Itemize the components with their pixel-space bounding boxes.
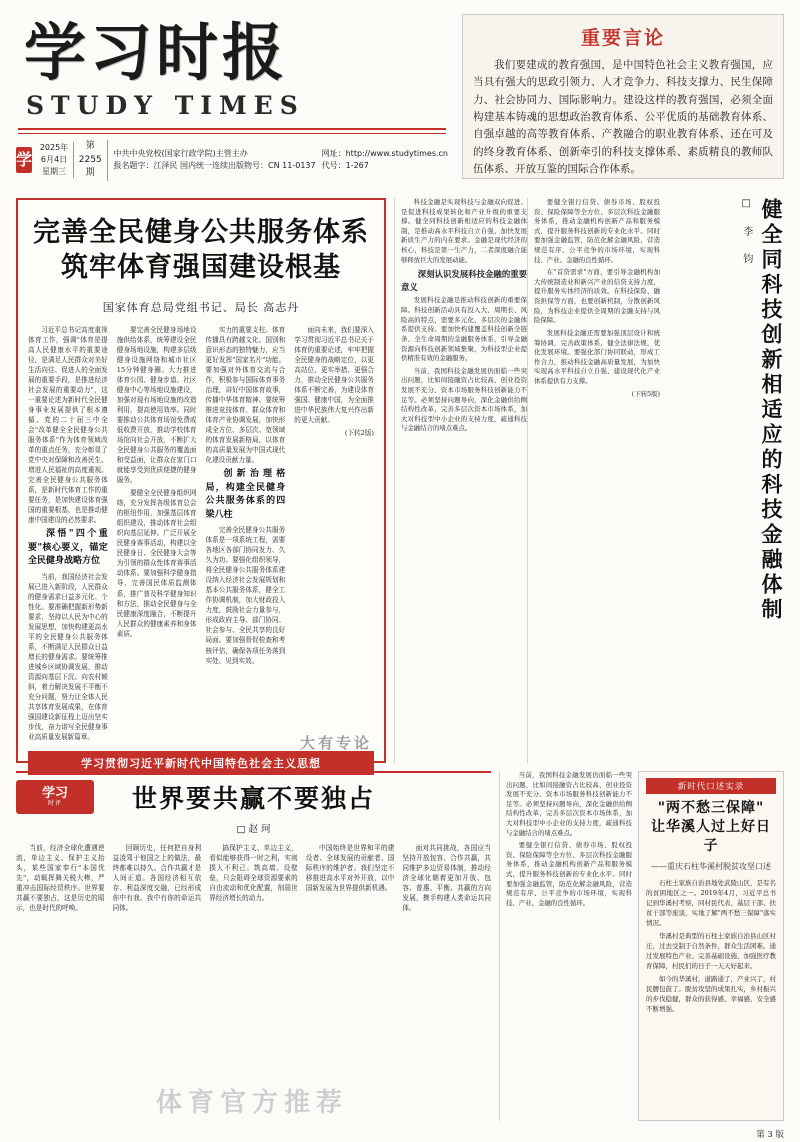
oral-history-badge: 新时代口述实录: [646, 778, 776, 794]
page-watermark: 体育官方推荐: [156, 1088, 349, 1118]
commentary-para-2: 回顾历史，任何把自身利益凌驾于他国之上的做法，最终都难以持久。合作共赢才是人间正道。各国经济相互依存、利益深度交融，已经形成你中有我、我中有你的命运共同体。: [112, 844, 202, 913]
commentary-title: 世界要共赢不要独占: [131, 784, 375, 813]
lead-subheading-1: 深悟"四个重要"核心要义，锚定全民健身战略方位: [28, 529, 108, 567]
commentary-para-4: 中国始终是世界和平的建设者、全球发展的贡献者、国际秩序的维护者。我们坚定不移推进高水平对外开放，以中国新发展为世界提供新机遇。: [305, 844, 395, 893]
lead-banner: 学习贯彻习近平新时代中国特色社会主义思想: [28, 751, 374, 775]
right-para-5: 在"首贷需求"方面，要引导金融机构加大传统制造业和新兴产业的信贷支持力度，提升服务实体经济的质效。在科技保险、融资担保等方面，也要创新机制，分散创新风险，为科技企业提供全周期的金融支持与风险保障。: [534, 268, 660, 325]
oral-history-title: [646, 799, 776, 856]
publisher-line-2: 报名题字：江泽民 国内统一连续出版物号：CN 11-0137: [113, 161, 316, 171]
oral-history-title-line-2: 让华溪人过上好日子: [651, 818, 771, 854]
oral-history-box: [638, 771, 784, 1121]
commentary-column-3: [209, 843, 298, 916]
right-continuation: (下转5版): [631, 389, 660, 398]
commentary-logo-icon: [16, 780, 94, 814]
br-para-2: 要健全银行信贷、债券市场、股权投资、保险保障等全方位、多层次科技金融服务体系，推动金融机构创新产品和服务模式，提升服务科技创新的专业化水平。同时要加强金融监管，防范化解金融风险，营造规范有序、公平竞争的市场环境，实现科技、产业、金融的良性循环。: [506, 841, 632, 907]
publisher-info: [108, 148, 316, 172]
lead-column-1: [28, 325, 108, 745]
commentary-logo-main: 学习: [41, 786, 68, 802]
right-para-3: 当前，我国科技金融发展仍面临一些突出问题，比如间接融资占比较高、创业投资发展不充分、资本市场服务科技创新能力不足等。必须坚持问题导向，深化金融供给侧结构性改革，完善多层次资本市场体系，加大对科技型中小企业的支持力度，疏通科技与金融结合的堵点难点。: [401, 366, 527, 433]
issue-date: 2025年6月4日 星期三: [39, 142, 74, 178]
oral-history-title-line-1: "两不愁三保障": [657, 800, 765, 816]
bottom-section: [16, 771, 784, 1121]
lead-title-line-2: 筑牢体育强国建设根基: [61, 251, 341, 283]
editorial-box: [462, 14, 784, 179]
masthead: [16, 14, 784, 192]
right-para-2: 发展科技金融是推动科技创新的重要保障。科技创新活动具有投入大、周期长、风险高的特点，需要多元化、多层次的金融体系提供支持。要加快构建覆盖科技创新全链条、全生命周期的金融服务体系，引导金融资源向科技创新领域集聚，为科技型企业提供精准有效的金融服务。: [401, 296, 527, 363]
right-para-1: 科技金融是实现科技与金融双向促进、是促进科技成果转化和产业升级的重要支撑。健全同科技创新相适应的科技金融体制，是推动高水平科技自立自强、加快发展新质生产力的内在要求。金融是现代经济的核心，科技是第一生产力，二者深度融合能够释放巨大的发展动能。: [401, 198, 527, 264]
lead-para-1: 习近平总书记高度重视体育工作，强调"体育是提高人民健康水平的重要途径，是满足人民群众对美好生活向往、促进人的全面发展的重要手段，是推进经济社会发展的重要动力"，这一重要论述为新时代全民健身事业发展提供了根本遵循。党的二十届三中全会"改革健全全民健身公共服务体系"作为体育领域改革的重点任务，充分彰显了党中央对保障和改善民生、增进人民福祉的高度重视。完善全民健身公共服务体系，是新时代体育工作的重要任务，是加快建设体育强国的重要根基，也是推动健康中国建设的必然要求。: [28, 326, 108, 525]
right-subheading-1: 深刻认识发展科技金融的重要意义: [401, 269, 527, 292]
oral-history-para-2: 华溪村是典型的石柱土家族自治县山区村庄，过去受制于自然条件，群众生活困难。通过发展特色产业、完善基础设施、加强医疗教育保障，村民们的日子一天天好起来。: [646, 931, 776, 971]
lead-subheading-2: 创新治理格局，构建全民健身公共服务体系的四梁八柱: [205, 469, 286, 520]
lead-para-3b: 完善全民健身公共服务体系是一项系统工程，需要各地区各部门协同发力、久久为功。要强化组织领导，将全民健身公共服务体系建设纳入经济社会发展规划和基本公共服务体系，健全工作协调机制，加大财政投入力度，鼓励社会力量参与，形成政府主导、部门协同、社会参与、全民共享的良好局面。要加强督促检查和考核评估，确保各项任务落到实处、见到实效。: [205, 526, 286, 665]
right-para-4: 要健全银行信贷、债券市场、股权投资、保险保障等全方位、多层次科技金融服务体系，推动金融机构创新产品和服务模式，提升服务科技创新的专业化水平。同时要加强金融监管，防范化解金融风险，营造规范有序、公平竞争的市场环境，实现科技、产业、金融的良性循环。: [534, 198, 660, 264]
bottom-right-continuation-text: [499, 771, 632, 1121]
bottom-right-section: [499, 771, 784, 1121]
lead-para-4: 面向未来，我们要深入学习贯彻习近平总书记关于体育的重要论述，牢牢把握全民健身的战略定位，以更高站位、更实举措、更强合力，推动全民健身公共服务体系不断完善，为建设体育强国、健康中国，为全面推进中华民族伟大复兴作出新的更大贡献。: [294, 326, 374, 425]
lead-column-3: [206, 325, 286, 745]
lead-para-2: 要完善全民健身场地设施供给体系，统筹建设全民健身场地设施，构建多层级健身设施网络和城市社区15分钟健身圈。大力推进体育公园、健身步道、社区健身中心等场地设施建设，加强对现有场地设施的改造利用，提高使用效率。同时要推动公共体育场馆免费或低收费开放，推动学校体育场馆向社会开放，不断扩大全民健身公共服务的覆盖面和受益面，让群众在家门口就能享受到优质便捷的健身服务。: [116, 326, 197, 485]
masthead-left: [16, 14, 448, 181]
lead-column-2: [117, 325, 197, 745]
right-article-vertical-title: [660, 198, 784, 763]
publisher-line-1: 中共中央党校(国家行政学院)主管主办: [113, 149, 248, 159]
lead-columns: [28, 325, 374, 745]
study-logo-icon: 学: [16, 147, 32, 173]
right-para-6: 发展科技金融还需要加强顶层设计和统筹协调，完善政策体系，健全法律法规，优化发展环境。要强化部门协同联动，形成工作合力，推动科技金融高质量发展，为加快实现高水平科技自立自强、建设现代化产业体系提供有力支撑。: [534, 328, 660, 385]
lead-article: [16, 198, 386, 771]
commentary-para-5: 面对共同挑战，各国应当坚持开放包容、合作共赢，共同维护多边贸易体制，推动经济全球化朝着更加开放、包容、普惠、平衡、共赢的方向发展，携手构建人类命运共同体。: [402, 844, 491, 913]
lead-continuation: (下转2版): [344, 429, 374, 438]
lead-title-line-1: 完善全民健身公共服务体系: [33, 217, 369, 248]
masthead-divider: [18, 128, 446, 134]
newspaper-title-cn: 学习时报: [24, 16, 289, 89]
main-body: [16, 198, 784, 771]
right-article: [394, 198, 784, 763]
lead-para-2b: 要健全全民健身组织网络，充分发挥各级体育总会的枢纽作用，加强基层体育组织建设，推动体育社会组织向基层延伸。广泛开展全民健身赛事活动，构建以全民健身日、全民健身大会等为引领的群众性体育赛事活动体系。要加强科学健身指导，完善国民体质监测体系，推广普及科学健身知识和方法，推动全民健身与全民健康深度融合，不断提升人民群众的健康素养和身体素质。: [116, 489, 197, 638]
lead-para-3: 实力的重要支柱。体育传播具有跨越文化、国别和意识形态的独特魅力，应当更好发挥"国家名片"功能。要加强对外体育交流与合作，积极参与国际体育事务治理，讲好中国体育故事，传播中华体育精神。要统筹推进竞技体育、群众体育和体育产业协调发展，加快形成全方位、多层次、宽领域的体育发展新格局，以体育的高质量发展为中国式现代化建设贡献力量。: [205, 326, 286, 465]
right-article-columns: [394, 198, 527, 763]
commentary-para-3: 搞保护主义、单边主义，看似能够获得一时之利，实则损人不利己。筑高墙、设壁垒，只会阻碍全球资源要素的自由流动和优化配置，削弱世界经济增长的动力。: [209, 844, 298, 903]
oral-history-para-1: 石柱土家族自治县地处武陵山区，是有名的贫困地区之一。2019年4月，习近平总书记到华溪村考察，同村民代表、基层干部、扶贫干部等座谈，实地了解"两不愁三保障"落实情况。: [646, 878, 776, 927]
commentary-header: [16, 779, 491, 815]
editorial-title: 重要言论: [580, 27, 665, 49]
oral-history-para-3: 如今的华溪村，道路通了，产业兴了，村民腰包鼓了。脱贫攻坚的成果扎实，乡村振兴的步伐稳健，群众的获得感、幸福感、安全感不断增强。: [646, 975, 776, 1014]
right-article-title: 健全同科技创新相适应的科技金融体制: [759, 198, 784, 623]
right-article-author: □ 李 钧: [740, 198, 752, 266]
commentary-column-4: [306, 843, 395, 916]
publisher-line-3[interactable]: 网址：http://www.studytimes.cn: [321, 149, 448, 159]
commentary-para-1: 当前，经济全球化遭遇逆流，单边主义、保护主义抬头，某些国家奉行"本国优先"，动辄挥舞关税大棒，严重冲击国际经贸秩序。世界要共赢不要独占，这是历史的昭示，也是时代的呼唤。: [16, 844, 105, 913]
commentary-author: □ 赵 珂: [236, 824, 271, 835]
commentary-column-2: [113, 843, 202, 916]
newspaper-title-en: STUDY TIMES: [26, 91, 305, 121]
commentary-article: [16, 771, 491, 1121]
masthead-info: [16, 140, 448, 181]
lead-byline: 国家体育总局党组书记、局长 高志丹: [102, 301, 300, 315]
commentary-logo-sub: 时评: [47, 799, 62, 807]
lead-stamp: 大有专论: [299, 734, 372, 752]
publisher-line-4: 代号：1-267: [321, 161, 369, 171]
commentary-column-1: [16, 843, 105, 916]
br-para-1: 当前，我国科技金融发展仍面临一些突出问题，比如间接融资占比较高、创业投资发展不充分、资本市场服务科技创新能力不足等。必须坚持问题导向，深化金融供给侧结构性改革，完善多层次资本市场体系，加大对科技型中小企业的支持力度，疏通科技与金融结合的堵点难点。: [506, 771, 632, 837]
lead-para-1b: 当前，我国经济社会发展已进入新阶段，人民群众的健身需求日益多元化、个性化。要准确把握新形势新要求，坚持以人民为中心的发展思想，加快构建更高水平的全民健身公共服务体系，不断满足人民群众日益增长的健身需求。要统筹推进城乡区域协调发展，推动资源向基层下沉、向农村倾斜，着力解决发展不平衡不充分问题，努力让全体人民共享体育发展成果，在体育强国建设新征程上迈出坚实步伐，奋力谱写全民健身事业高质量发展新篇章。: [28, 572, 108, 742]
commentary-column-5: [402, 843, 491, 916]
editorial-body: 我们要建成的教育强国，是中国特色社会主义教育强国，应当具有强大的思政引领力、人才竞争力、科技支撑力、民生保障力、社会协同力、国际影响力。建设这样的教育强国，必须全面构建基本铸魂的思想政治教育体系、公平优质的基础教育体系、自强卓越的高等教育体系、产教融合的职业教育体系、还在可及的终身教育体系、创新牵引的科技支撑体系、素质精良的教师队伍体系、开放互鉴的国际合作体系。: [473, 59, 773, 175]
lead-column-4: [294, 325, 374, 745]
right-article-columns-2: [527, 198, 660, 763]
commentary-columns: [16, 843, 491, 916]
lead-title: [28, 216, 374, 285]
publisher-web-info: [316, 148, 448, 172]
page-number: 第 3 版: [756, 1130, 784, 1140]
issue-number: 第 2255 期: [74, 140, 108, 181]
oral-history-subtitle: ——重庆石柱华溪村脱贫攻坚口述: [651, 861, 771, 871]
